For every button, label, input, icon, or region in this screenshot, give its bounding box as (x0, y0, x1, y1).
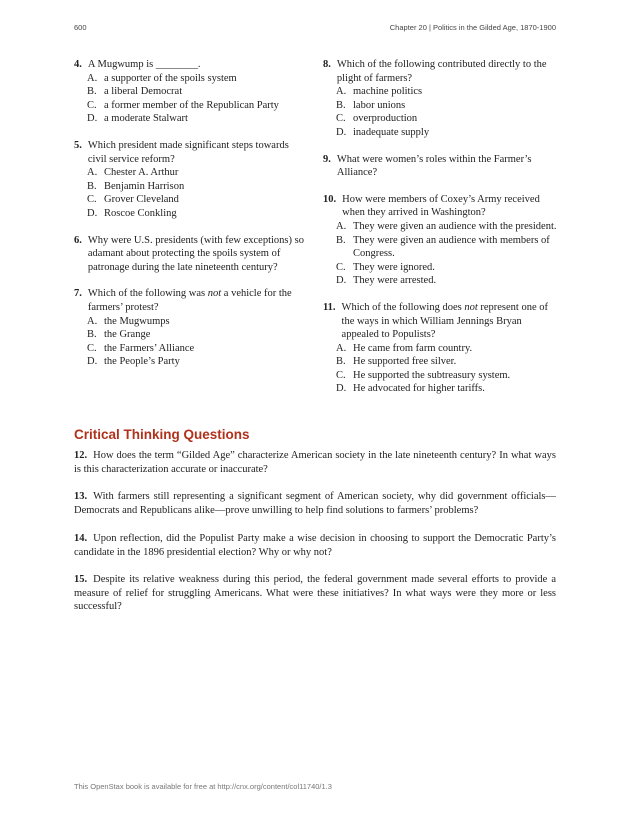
answer-option: B. labor unions (336, 99, 406, 111)
question-number: 8. (323, 59, 331, 70)
question-10 (323, 193, 558, 288)
question-number: 14. (74, 533, 88, 544)
answer-option: D. the People’s Party (87, 356, 180, 368)
question-number: 9. (323, 153, 331, 165)
critical-question-14 (74, 532, 556, 559)
question-stem: Which president made significant steps towards civil service reform? (87, 139, 289, 165)
answer-option: C. the Farmers’ Alliance (87, 342, 195, 354)
question-number: 15. (74, 574, 88, 585)
answer-option: C. They were ignored. (336, 261, 435, 273)
question-number: 6. (74, 234, 82, 246)
question-number: 11. (323, 301, 336, 313)
answer-option: C. Grover Cleveland (87, 194, 179, 206)
question-stem: What were women’s roles within the Farmer’s Alliance? (336, 153, 532, 179)
answer-option: D. He advocated for higher tariffs. (336, 383, 485, 395)
critical-question-13 (74, 490, 556, 517)
question-stem: A Mugwump is ________. (87, 59, 201, 70)
question-number: 5. (74, 139, 82, 151)
section-heading: Critical Thinking Questions (74, 427, 250, 442)
emphasis-not: not (464, 301, 478, 313)
answer-option: B. He supported free silver. (336, 356, 457, 368)
answer-option: C. overproduction (336, 113, 418, 125)
question-5 (74, 139, 309, 221)
answer-option: D. Roscoe Conkling (87, 207, 177, 219)
answer-option: A. machine politics (336, 86, 423, 98)
footer-note: This OpenStax book is available for free at http://cnx.org/content/col11740/1.3 (74, 782, 332, 791)
right-question-column (323, 58, 558, 409)
question-11 (323, 301, 558, 396)
question-stem: Which of the following does not represent one of the ways in which William Jennings Bryan appealed to Populists? (341, 301, 548, 341)
answer-option: A. They were given an audience with the president. (336, 220, 557, 232)
answer-option: B. Benjamin Harrison (87, 180, 185, 192)
question-7 (74, 287, 309, 369)
question-6 (74, 234, 309, 275)
question-text: Despite its relative weakness during this period, the federal government made several efforts to provide a measure of relief for struggling Americans. What were these initiatives? In what ways were they more or less successful? (74, 574, 556, 613)
critical-question-12 (74, 449, 556, 476)
question-stem: How were members of Coxey’s Army received when they arrived in Washington? (342, 193, 540, 219)
answer-option: A. Chester A. Arthur (87, 167, 179, 179)
answer-option: D. They were arrested. (336, 275, 437, 287)
question-stem: Which of the following was not a vehicle for the farmers’ protest? (87, 288, 292, 313)
question-number: 4. (74, 59, 82, 70)
question-text: With farmers still representing a significant segment of American society, why did government officials—Democrats and Republicans alike—prove unwilling to help find solutions to farmers’ problems? (74, 491, 556, 516)
left-question-column (74, 58, 309, 382)
question-4 (74, 58, 309, 126)
emphasis-not: not (207, 288, 222, 300)
answer-option: C. He supported the subtreasury system. (336, 369, 511, 381)
answer-option: B. the Grange (87, 329, 151, 341)
question-text: Upon reflection, did the Populist Party make a wise decision in choosing to support the Democratic Party’s candidate in the 1896 presidential election? Why or why not? (74, 533, 556, 558)
answer-option: A. He came from farm country. (336, 342, 473, 354)
question-number: 10. (323, 193, 337, 205)
question-number: 7. (74, 288, 82, 300)
answer-option: B. They were given an audience with members of Congress. (336, 234, 550, 260)
critical-question-15 (74, 573, 556, 614)
chapter-header: Chapter 20 | Politics in the Gilded Age, 1870-1900 (389, 23, 556, 32)
question-9 (323, 153, 558, 180)
question-text: How does the term “Gilded Age” characterize American society in the late nineteenth century? In what ways is this characterization accurate or inaccurate? (74, 450, 556, 475)
question-number: 12. (74, 450, 88, 461)
answer-option: D. a moderate Stalwart (87, 113, 188, 125)
page-number: 600 (74, 23, 87, 32)
answer-option: D. inadequate supply (336, 126, 430, 138)
question-stem: Which of the following contributed directly to the plight of farmers? (336, 59, 547, 84)
answer-option: A. a supporter of the spoils system (87, 72, 237, 84)
answer-option: B. a liberal Democrat (87, 86, 183, 98)
question-number: 13. (74, 491, 88, 502)
answer-option: A. the Mugwumps (87, 315, 170, 327)
question-stem: Why were U.S. presidents (with few exceptions) so adamant about protecting the spoils system of patronage during the late nineteenth century? (87, 234, 304, 273)
question-8 (323, 58, 558, 140)
answer-option: C. a former member of the Republican Party (87, 99, 279, 111)
